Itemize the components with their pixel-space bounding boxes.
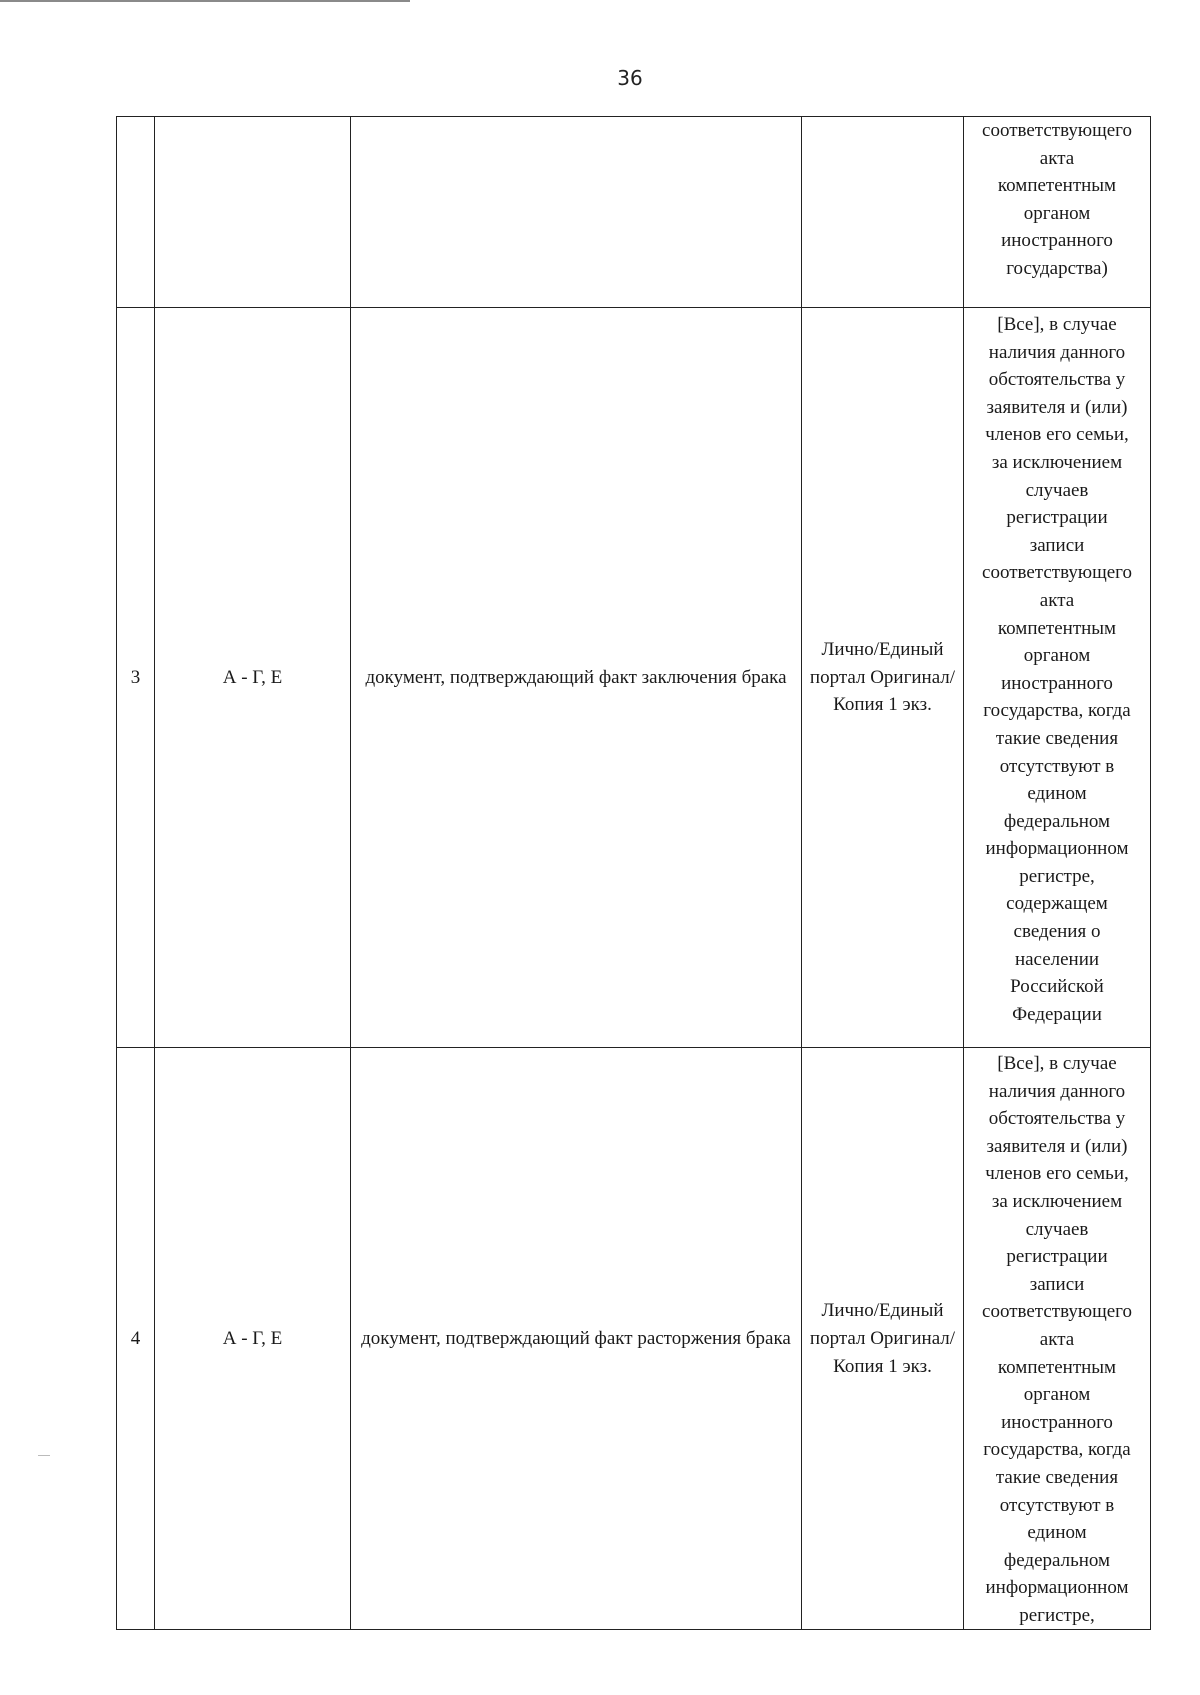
condition-line: акта [1039,147,1075,169]
condition-line: сведения о [1013,921,1101,943]
condition-line: заявителя и (или) [986,396,1128,418]
condition-line: органом [1023,202,1091,224]
condition-line: информационном [985,1577,1129,1599]
condition-line: за исключением [991,1190,1123,1212]
condition-cell [964,308,1151,1048]
condition-line: случаев [1025,479,1089,501]
table-row [117,1048,1151,1630]
condition-line: регистрации [1006,507,1108,529]
condition-line: записи [1029,534,1085,556]
condition-line: иностранного [1001,672,1113,694]
condition-line: за исключением [991,451,1123,473]
condition-line: случаев [1025,1218,1089,1240]
condition-line: членов его семьи, [985,1163,1129,1185]
condition-line: обстоятельства у [988,369,1126,391]
page-number: 36 [617,66,643,90]
condition-line: государства) [1006,257,1108,279]
condition-line: федеральном [1003,810,1111,832]
submission-cell: Лично/Единый портал Оригинал/Копия 1 экз. [802,1048,964,1630]
condition-line: соответствующего [982,120,1132,141]
document-cell [351,117,802,308]
condition-line: [Все], в случае [997,314,1117,335]
categories-cell: А - Г, Е [155,308,351,1048]
condition-line: иностранного [1001,1411,1113,1433]
condition-line: наличия данного [988,1080,1126,1102]
submission-cell: Лично/Единый портал Оригинал/Копия 1 экз. [802,308,964,1048]
condition-line: соответствующего [982,1301,1132,1323]
condition-line: [Все], в случае [997,1053,1117,1074]
condition-line: отсутствуют в [999,1494,1115,1516]
condition-line: Федерации [1012,1003,1102,1025]
condition-line: компетентным [997,1356,1117,1378]
condition-line: едином [1027,1522,1087,1544]
condition-line: акта [1039,1328,1075,1350]
condition-line: компетентным [997,175,1117,197]
submission-cell [802,117,964,308]
condition-line: населении [1014,948,1100,970]
condition-line: акта [1039,589,1075,611]
condition-line: записи [1029,1273,1085,1295]
condition-line: органом [1023,645,1091,667]
documents-table [116,116,1151,1630]
condition-cell [964,117,1151,308]
document-cell: документ, подтверждающий факт расторжения брака [351,1048,802,1630]
condition-line: иностранного [1001,230,1113,252]
table-row-continuation [117,117,1151,308]
scan-edge-line [0,0,410,2]
document-cell: документ, подтверждающий факт заключения брака [351,308,802,1048]
condition-line: обстоятельства у [988,1108,1126,1130]
condition-line: компетентным [997,617,1117,639]
condition-cell [964,1048,1151,1630]
table-row [117,308,1151,1048]
condition-line: регистре, [1019,865,1095,887]
condition-line: государства, когда [983,700,1131,722]
condition-line: государства, когда [983,1439,1131,1461]
condition-line: содержащем [1006,893,1108,915]
condition-line: регистрации [1006,1246,1108,1268]
condition-line: регистре, [1019,1604,1095,1626]
categories-cell [155,117,351,308]
margin-mark [38,1455,50,1456]
condition-line: Российской [1010,976,1104,998]
condition-line: членов его семьи, [985,424,1129,446]
condition-line: едином [1027,783,1087,805]
condition-line: такие сведения [995,1466,1119,1488]
condition-line: отсутствуют в [999,755,1115,777]
row-number-cell [117,117,155,308]
categories-cell: А - Г, Е [155,1048,351,1630]
condition-line: такие сведения [995,727,1119,749]
condition-line: органом [1023,1384,1091,1406]
condition-line: информационном [985,838,1129,860]
row-number-cell: 3 [117,308,155,1048]
condition-line: федеральном [1003,1549,1111,1571]
condition-line: наличия данного [988,341,1126,363]
row-number-cell: 4 [117,1048,155,1630]
condition-line: соответствующего [982,562,1132,584]
condition-line: заявителя и (или) [986,1135,1128,1157]
